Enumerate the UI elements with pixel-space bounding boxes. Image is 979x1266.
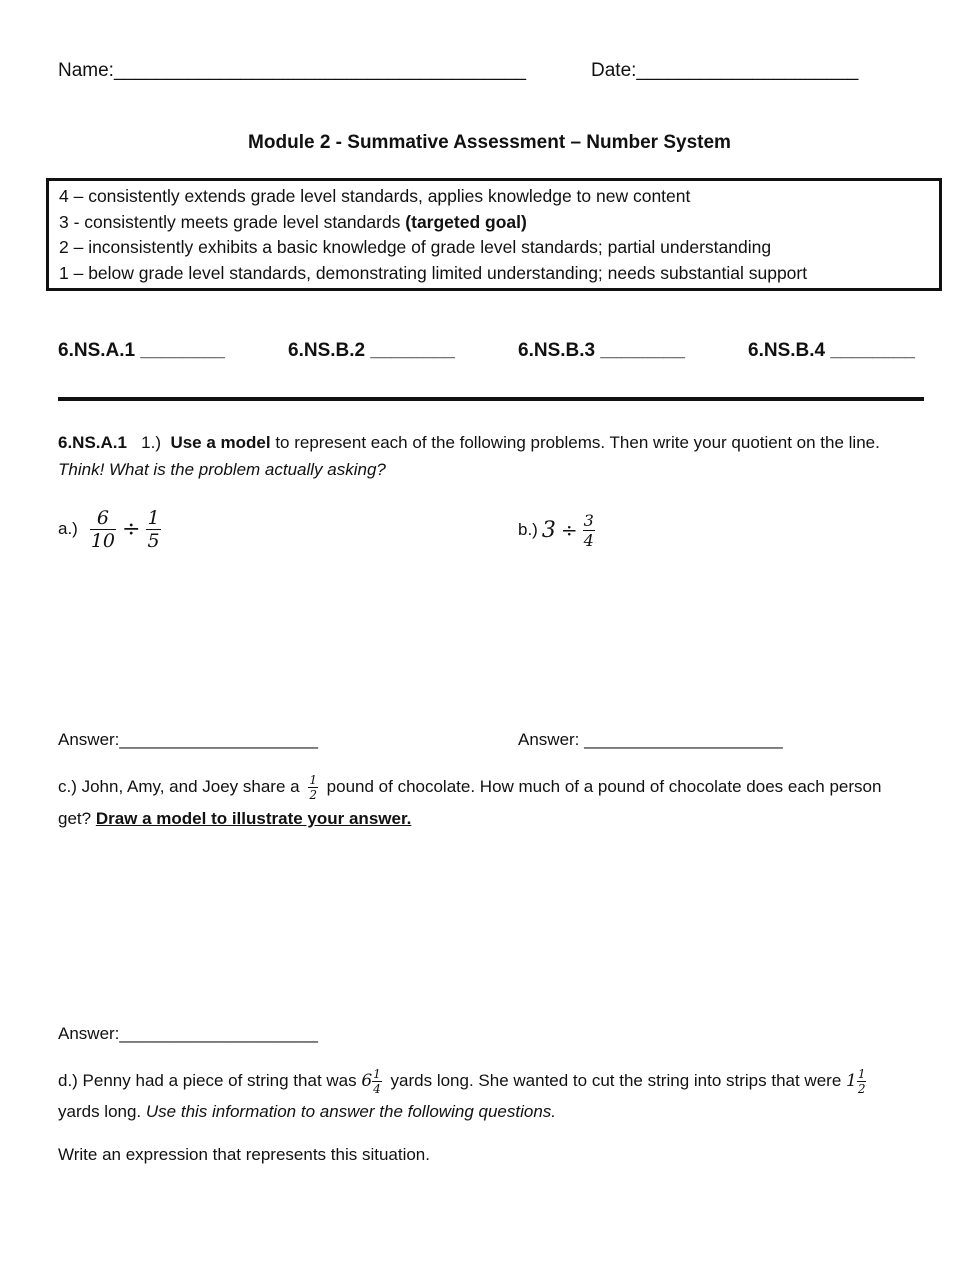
standard-score-3[interactable]: 6.NS.B.3 ________	[518, 340, 685, 361]
date-line[interactable]	[591, 60, 858, 82]
q1-think: Think! What is the problem actually asking?	[58, 460, 386, 479]
rubric-line-3: 3 - consistently meets grade level standards (targeted goal)	[59, 211, 527, 232]
standard-score-4[interactable]: 6.NS.B.4 ________	[748, 340, 915, 361]
divider-rule	[58, 397, 924, 401]
divide-sign: ÷	[560, 518, 578, 542]
fraction-6-10: $\frac{6}{10}$	[90, 506, 116, 552]
mixed-1-whole: 1	[846, 1071, 857, 1091]
mixed-6-whole: 6	[361, 1071, 373, 1091]
problem-b-label: b.)	[518, 520, 538, 539]
rubric-line-4: 4 – consistently extends grade level standards, applies knowledge to new content	[59, 186, 691, 206]
answer-a-line[interactable]: Answer:_____________________	[58, 730, 318, 749]
fraction-1-2: $\frac{1}{2}$	[309, 772, 317, 802]
problem-a	[58, 502, 161, 556]
rubric-line-1: 1 – below grade level standards, demonstrating limited understanding; needs substantial support	[59, 262, 808, 283]
q1-standard: 6.NS.A.1	[58, 433, 127, 452]
answer-b-line[interactable]: Answer: _____________________	[518, 730, 783, 749]
page-title: Module 2 - Summative Assessment – Number System	[248, 132, 731, 153]
problem-c-line2: get? Draw a model to illustrate your answer.	[58, 809, 412, 828]
q1-instruction: 6.NS.A.1 1.) Use a model to represent each of the following problems. Then write your quotient on the line.	[58, 433, 880, 452]
problem-c: c.) John, Amy, and Joey share a $\frac{1}{2}$ pound of chocolate. How much of a pound of chocolate does each person	[58, 772, 882, 802]
q1-lead: Use a model	[170, 433, 271, 452]
name-label: Name:	[58, 60, 114, 81]
problem-d-line2: yards long. Use this information to answer the following questions.	[58, 1102, 556, 1121]
fraction-1-2-b: $\frac{1}{2}$	[857, 1066, 866, 1096]
problem-b	[518, 504, 595, 556]
problem-a-label: a.)	[58, 519, 78, 538]
draw-model-instruction: Draw a model to illustrate your answer.	[95, 809, 412, 828]
date-label: Date:	[591, 60, 637, 81]
q1-number: 1.)	[141, 433, 161, 452]
fraction-1-4: $\frac{1}{4}$	[373, 1066, 381, 1096]
problem-d: d.) Penny had a piece of string that was 6 $\frac{1}{4}$ yards long. She wanted to cut the string into strips that were 1 $\frac{1}{2}$	[58, 1066, 866, 1096]
date-blank[interactable]: _____________________	[636, 60, 859, 81]
divide-sign: ÷	[122, 516, 141, 542]
fraction-1-5: $\frac{1}{5}$	[147, 506, 160, 552]
name-blank[interactable]: _______________________________________	[113, 60, 527, 81]
standard-score-2[interactable]: 6.NS.B.2 ________	[288, 340, 455, 361]
fraction-3-4: $\frac{3}{4}$	[583, 510, 594, 550]
standard-score-1[interactable]: 6.NS.A.1 ________	[58, 340, 225, 361]
answer-c-line[interactable]: Answer:_____________________	[58, 1024, 318, 1043]
name-line[interactable]	[58, 60, 526, 82]
rubric-box	[46, 178, 942, 291]
expression-prompt: Write an expression that represents this situation.	[58, 1145, 430, 1164]
targeted-goal: (targeted goal)	[405, 211, 527, 232]
rubric-line-2: 2 – inconsistently exhibits a basic knowledge of grade level standards; partial understanding	[59, 237, 772, 257]
whole-3: 3	[541, 517, 556, 543]
